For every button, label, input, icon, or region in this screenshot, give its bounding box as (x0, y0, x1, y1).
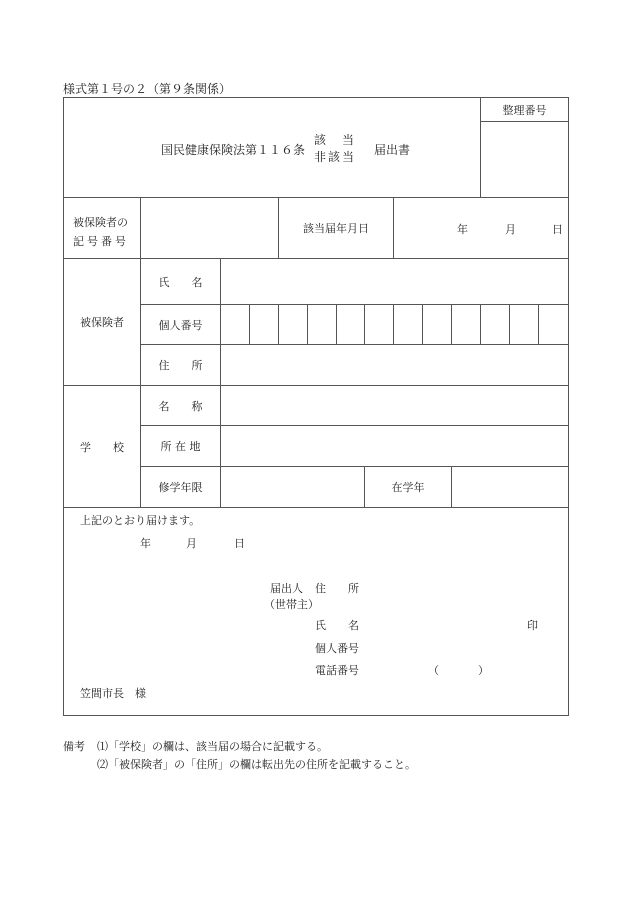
form-number: 様式第１号の２（第９条関係） (63, 82, 232, 96)
phone-paren-close: ） (478, 664, 489, 677)
seiri-number-field[interactable] (481, 122, 568, 197)
school-section-label: 学 校 (80, 440, 124, 454)
notification-date-year: 年 (457, 223, 468, 236)
notification-date-label: 該当届年月日 (303, 222, 369, 235)
seal-mark: 印 (527, 619, 538, 632)
seiri-number-label: 整理番号 (502, 103, 547, 117)
notification-date-field[interactable] (394, 198, 568, 258)
study-years-field[interactable] (221, 467, 364, 507)
notifier-address-label: 住 所 (315, 582, 359, 595)
insured-section-label: 被保険者 (80, 316, 124, 329)
school-name-field[interactable] (221, 386, 568, 425)
school-location-field[interactable] (221, 426, 568, 466)
phone-label: 電話番号 (315, 664, 359, 677)
insured-personal-number-label: 個人番号 (158, 318, 203, 332)
insured-code-field[interactable] (141, 198, 278, 258)
addressee: 笠間市長 様 (80, 687, 146, 700)
declaration-date-year: 年 (140, 537, 151, 550)
declaration-date-month: 月 (186, 537, 197, 550)
householder-label: （世帯主） (264, 598, 319, 611)
notification-date-day: 日 (552, 223, 563, 236)
grade-label: 在学年 (391, 481, 425, 494)
notifier-personal-number-label: 個人番号 (315, 642, 359, 655)
notification-date-month: 月 (505, 223, 516, 236)
declaration-statement: 上記のとおり届けます。 (80, 514, 201, 527)
title-suffix: 届出書 (374, 143, 411, 157)
note-2: ⑵「被保険者」の「住所」の欄は転出先の住所を記載すること。 (97, 758, 416, 771)
notifier-label: 届出人 (270, 582, 303, 595)
insured-address-label: 住 所 (158, 359, 203, 372)
insured-address-field[interactable] (221, 345, 568, 385)
insured-code-label-line2: 記号番号 (73, 235, 129, 248)
title-option-not-applicable: 非該当 (314, 150, 357, 164)
grade-field[interactable] (452, 467, 568, 507)
declaration-date-day: 日 (234, 537, 245, 550)
form-title: 国民健康保険法第１１６条 (161, 143, 306, 157)
title-option-applicable: 該 当 (314, 133, 357, 147)
notes-label: 備考 (63, 740, 85, 753)
insured-code-label-line1: 被保険者の (73, 216, 128, 229)
insured-name-field[interactable] (221, 259, 568, 304)
school-name-label: 名 称 (158, 399, 203, 413)
school-location-label: 所 在 地 (160, 440, 201, 453)
phone-paren-open: （ (428, 664, 439, 677)
study-years-label: 修学年限 (158, 481, 203, 494)
note-1: ⑴「学校」の欄は、該当届の場合に記載する。 (97, 740, 328, 753)
insured-name-label: 氏 名 (158, 275, 203, 289)
insured-personal-number-field[interactable] (221, 305, 568, 344)
notifier-name-label: 氏 名 (315, 619, 359, 632)
